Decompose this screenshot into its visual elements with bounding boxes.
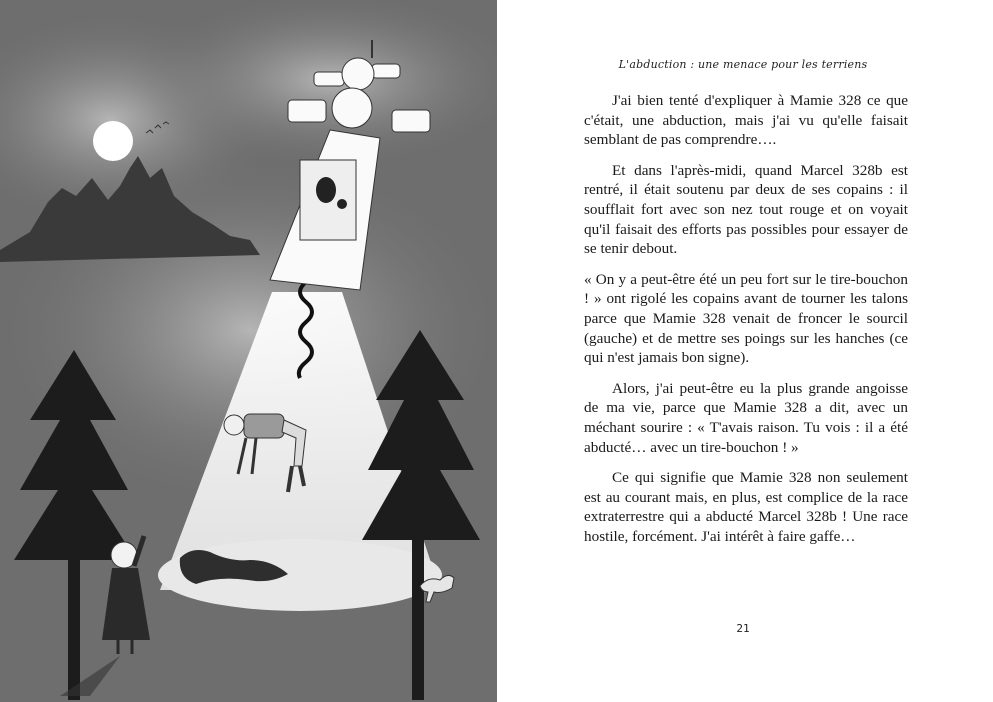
- paragraph: Ce qui signifie que Mamie 328 non seulement est au courant mais, en plus, est complice de la race extraterrestre qui a abducté Marcel 328b ! Une race hostile, forcément. J'ai intérêt à faire gaffe…: [584, 469, 908, 545]
- paragraph: Alors, j'ai peut-être eu la plus grande angoisse de ma vie, parce que Mamie 328 a dit, avec un méchant sourire : « T'avais raison. Tu vois : il a été abducté… avec un tire-bouchon ! »: [584, 379, 908, 456]
- text-page: [497, 0, 993, 702]
- paragraph: Et dans l'après-midi, quand Marcel 328b est rentré, il était soutenu par deux de ses copains : il soufflait fort avec son nez tout rouge et on voyait qu'il faisait des efforts pas possibles pour essayer de se tenir debout.: [584, 161, 908, 258]
- page-number: 21: [736, 622, 750, 635]
- body-text: [584, 91, 908, 557]
- running-head: L'abduction : une menace pour les terriens: [618, 58, 868, 71]
- paragraph: J'ai bien tenté d'expliquer à Mamie 328 ce que c'était, une abduction, mais j'ai vu qu'elle faisait semblant de pas comprendre….: [584, 92, 908, 149]
- moon: [93, 121, 133, 161]
- paragraph: « On y a peut-être été un peu fort sur le tire-bouchon ! » ont rigolé les copains avant de tourner les talons parce que Mamie 328 venait de froncer le sourcil (gauche) et de mettre ses poings sur les hanches (ce qui n'est jamais bon signe).: [584, 270, 908, 367]
